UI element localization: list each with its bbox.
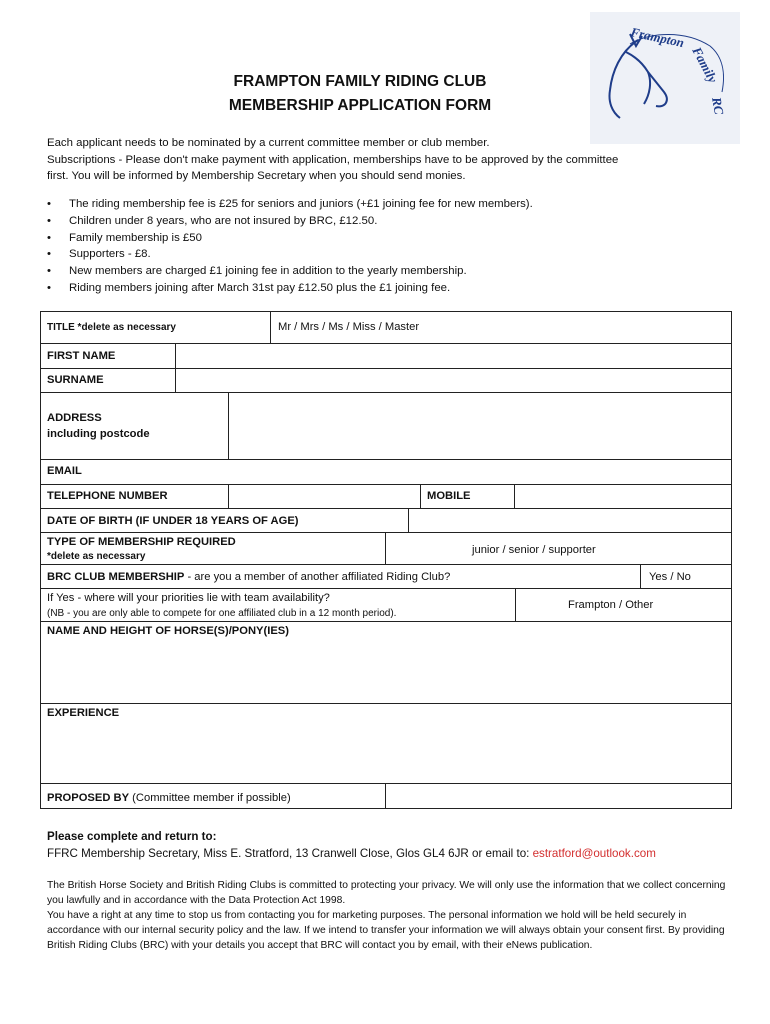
experience-label: EXPERIENCE (47, 707, 120, 719)
return-email-link[interactable]: estratford@outlook.com (532, 847, 656, 860)
team-note: (NB - you are only able to compete for one affiliated club in a 12 month period). (47, 608, 397, 619)
brc-membership-options[interactable]: Yes / No (649, 571, 691, 583)
horse-head-logo-icon (590, 12, 740, 144)
telephone-label: TELEPHONE NUMBER (47, 490, 168, 502)
svg-text:Frampton: Frampton (629, 24, 686, 51)
first-name-field[interactable] (176, 344, 731, 368)
club-logo (590, 12, 740, 144)
horse-field[interactable] (41, 638, 731, 703)
horse-label: NAME AND HEIGHT OF HORSE(S)/PONY(IES) (47, 625, 289, 637)
proposed-by-field[interactable] (386, 784, 731, 808)
fee-list-item: • The riding membership fee is £25 for seniors and juniors (+£1 joining fee for new members). (47, 196, 737, 213)
first-name-label: FIRST NAME (47, 350, 116, 362)
intro-text (47, 135, 737, 185)
privacy-paragraph: You have a right at any time to stop us from contacting you for marketing purposes. The personal information we hold will be held securely in accordance with our internal security policy and the law. If we intend to transfer your information we will always obtain your consent first. By providing British Riding Clubs (BRC) with your details you accept that BRC will contact you by email, with their eNews publication. (47, 910, 725, 951)
brc-membership-text: - are you a member of another affiliated Riding Club? (184, 571, 451, 583)
brc-membership-question (47, 570, 450, 584)
email-label: EMAIL (47, 465, 82, 477)
proposed-by-label-text: (Committee member if possible) (129, 792, 291, 804)
return-address (47, 845, 656, 862)
title-label: TITLE *delete as necessary (47, 322, 176, 333)
privacy-notice (47, 878, 737, 953)
telephone-field[interactable] (229, 485, 420, 508)
surname-label: SURNAME (47, 374, 104, 386)
address-sublabel: including postcode (47, 428, 150, 440)
mobile-field[interactable] (515, 485, 731, 508)
application-form-table (40, 311, 732, 809)
form-title (150, 70, 570, 118)
proposed-by-label-bold: PROPOSED BY (47, 792, 130, 804)
return-heading: Please complete and return to: (47, 830, 217, 843)
proposed-by-label (47, 791, 291, 805)
fee-list-item: • Family membership is £50 (47, 230, 737, 247)
svg-text:RC: RC (709, 95, 727, 116)
title-line-2: MEMBERSHIP APPLICATION FORM (228, 97, 492, 114)
fee-list-item: • New members are charged £1 joining fee in addition to the yearly membership. (47, 263, 737, 280)
membership-type-note: *delete as necessary (47, 551, 146, 562)
return-info (47, 828, 656, 862)
membership-type-options[interactable]: junior / senior / supporter (472, 544, 596, 556)
fee-list (47, 196, 737, 297)
team-question: If Yes - where will your priorities lie with team availability? (47, 592, 330, 604)
fee-list-item: • Children under 8 years, who are not insured by BRC, £12.50. (47, 213, 737, 230)
team-options[interactable]: Frampton / Other (568, 599, 654, 611)
svg-text:Family: Family (689, 44, 721, 86)
intro-line: Each applicant needs to be nominated by a current committee member or club member. (47, 137, 490, 149)
address-field[interactable] (229, 393, 731, 459)
membership-type-label: TYPE OF MEMBERSHIP REQUIRED (47, 536, 236, 548)
title-options[interactable]: Mr / Mrs / Ms / Miss / Master (278, 321, 420, 333)
surname-field[interactable] (176, 369, 731, 392)
fee-list-item: • Supporters - £8. (47, 246, 737, 263)
intro-line: Subscriptions - Please don't make payment with application, memberships have to be approved by the committee (47, 153, 619, 166)
dob-label: DATE OF BIRTH (IF UNDER 18 YEARS OF AGE) (47, 515, 299, 527)
dob-field[interactable] (409, 509, 731, 532)
title-line-1: FRAMPTON FAMILY RIDING CLUB (233, 73, 487, 90)
mobile-label: MOBILE (427, 490, 471, 502)
experience-field[interactable] (41, 721, 731, 783)
brc-membership-label: BRC CLUB MEMBERSHIP (47, 571, 185, 583)
intro-line: first. You will be informed by Membership Secretary when you should send monies. (47, 170, 466, 182)
return-address-text: FFRC Membership Secretary, Miss E. Stratford, 13 Cranwell Close, Glos GL4 6JR or email to: (47, 847, 533, 860)
privacy-paragraph: The British Horse Society and British Riding Clubs is committed to protecting your privacy. We will only use the information that we collect concerning you lawfully and in accordance with the Data Protection Act 1998. (47, 880, 726, 906)
email-field[interactable] (41, 460, 731, 484)
address-label: ADDRESS (47, 412, 102, 424)
fee-list-item: • Riding members joining after March 31st pay £12.50 plus the £1 joining fee. (47, 280, 737, 297)
